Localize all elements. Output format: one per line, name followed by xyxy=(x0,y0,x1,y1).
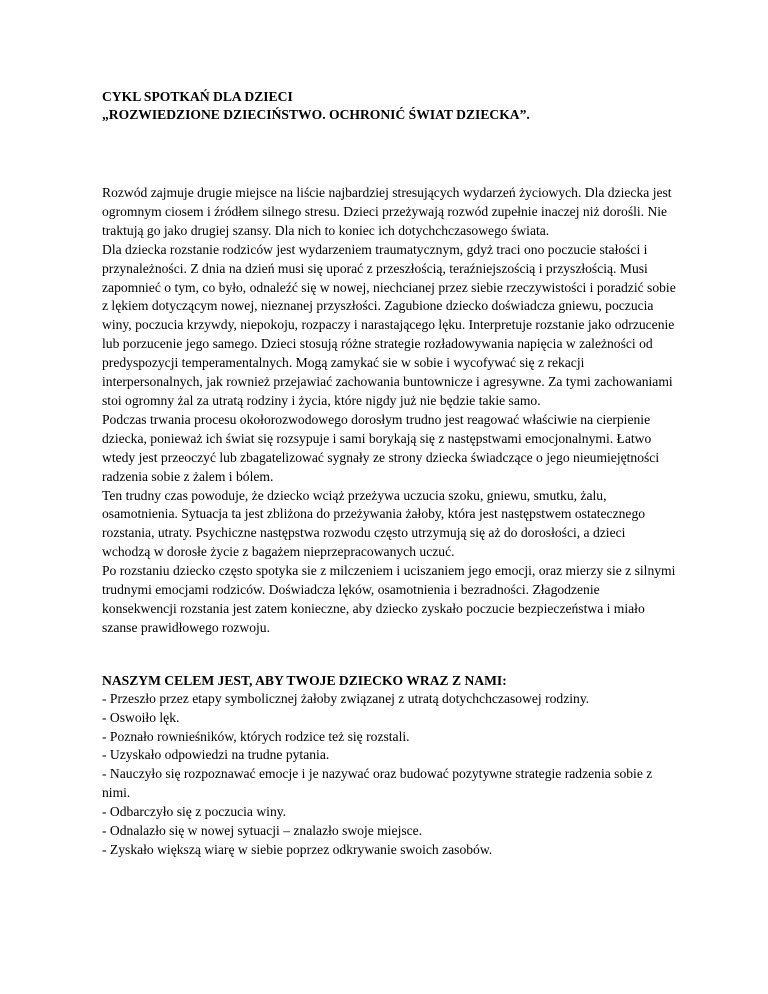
list-item: - Oswoiło lęk. xyxy=(102,709,180,725)
goals-list xyxy=(102,690,677,860)
list-item: - Odnalazło się w nowej sytuacji – znalazło swoje miejsce. xyxy=(102,823,423,839)
goals-heading: NASZYM CELEM JEST, ABY TWOJE DZIECKO WRAZ Z NAMI: xyxy=(102,672,507,688)
paragraph: Ten trudny czas powoduje, że dziecko wciąż przeżywa uczucia szoku, gniewu, smutku, żalu, osamotnienia. Sytuacja ta jest zbliżona do przeżywania żałoby, która jest następstwem ostatecznego rozstania, utraty. Psychiczne następstwa rozwodu często utrzymują się aż do dorosłości, a dzieci wchodzą w dorosłe życie z bagażem nieprzepracowanych uczuć. xyxy=(102,487,646,560)
paragraph: Podczas trwania procesu okołorozwodowego dorosłym trudno jest reagować właściwie na cierpienie dziecka, ponieważ ich świat się rozsypuje i sami borykają się z następstwami emocjonalnymi. Łatwo wtedy jest przeoczyć lub zbagatelizować sygnały ze strony dziecka świadczące o jego nieumiejętności radzenia sobie z żalem i bólem. xyxy=(102,411,660,484)
list-item: - Odbarczyło się z poczucia winy. xyxy=(102,804,287,820)
body-text xyxy=(102,184,677,638)
list-item: - Uzyskało odpowiedzi na trudne pytania. xyxy=(102,747,330,763)
document-title-line-2: „ROZWIEDZIONE DZIECIŃSTWO. OCHRONIĆ ŚWIAT DZIECKA”. xyxy=(102,107,530,122)
list-item: - Zyskało większą wiarę w siebie poprzez odkrywanie swoich zasobów. xyxy=(102,842,493,857)
paragraph: Rozwód zajmuje drugie miejsce na liście najbardziej stresujących wydarzeń życiowych. Dla dziecka jest ogromnym ciosem i źródłem silnego stresu. Dzieci przeżywają rozwód zupełnie inaczej niż dorośli. Nie traktują go jako drugiej szansy. Dla nich to koniec ich dotychchczasowego świata. xyxy=(102,185,672,238)
paragraph: Po rozstaniu dziecko często spotyka sie z milczeniem i uciszaniem jego emocji, oraz mierzy sie z silnymi trudnymi emocjami rodziców. Doświadcza lęków, osamotnienia i bezradności. Złagodzenie konsekwencji rozstania jest zatem konieczne, aby dziecko zyskało poczucie bezpieczeństwa i miało szanse prawidłowego rozwoju. xyxy=(102,563,676,635)
list-item: - Przeszło przez etapy symbolicznej żałoby związanej z utratą dotychchczasowej rodziny. xyxy=(102,690,590,706)
document-title-line-1: CYKL SPOTKAŃ DLA DZIECI xyxy=(102,89,293,104)
list-item: - Poznało rownieśników, których rodzice też się rozstali. xyxy=(102,728,410,744)
list-item: - Nauczyło się rozpoznawać emocje i je nazywać oraz budować pozytywne strategie radzenia sobie z nimi. xyxy=(102,766,653,801)
paragraph: Dla dziecka rozstanie rodziców jest wydarzeniem traumatycznym, gdyż traci ono poczucie stałości i przynależności. Z dnia na dzień musi się uporać z przeszłością, teraźniejszością i przyszłością. Musi zapomnieć o tym, co było, odnaleźć się w nowej, niechcianej przez siebie rzeczywistości i poradzić sobie z lękiem dotyczącym nowej, nieznanej przyszłości. Zagubione dziecko doświadcza gniewu, poczucia winy, poczucia krzywdy, niepokoju, rozpaczy i narastającego lęku. Interpretuje rozstanie jako odrzucenie lub porzucenie jego samego. Dzieci stosują różne strategie rozładowywania napięcia w zależności od predyspozycji temperamentalnych. Mogą zamykać sie w sobie i wycofywać się z rekacji interpersonalnych, jak rownież przejawiać zachowania buntownicze i agresywne. Za tymi zachowaniami stoi ogromny żal za utratą rodziny i życia, które nigdy już nie będzie takie samo. xyxy=(102,241,676,408)
document-content xyxy=(102,88,677,860)
